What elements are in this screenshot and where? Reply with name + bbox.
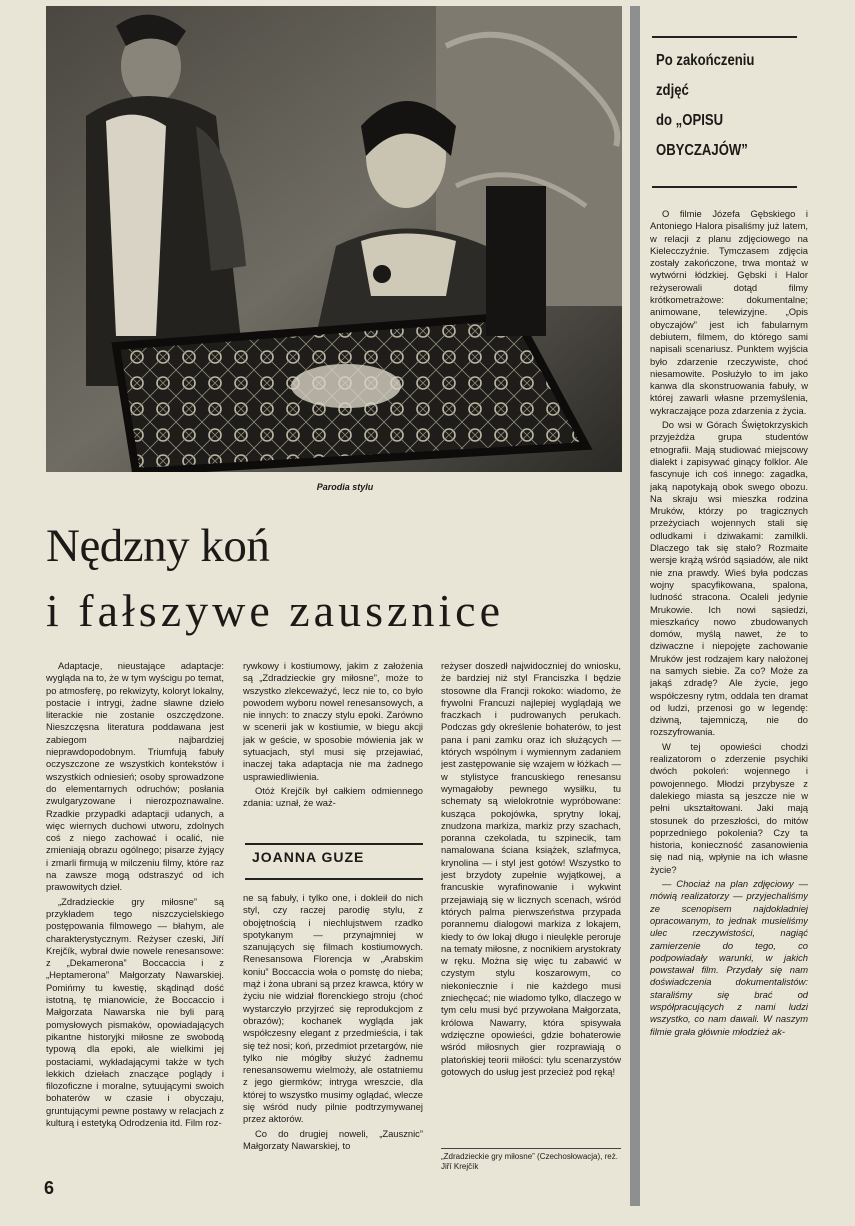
sidebar-title <box>656 46 771 166</box>
author-byline: JOANNA GUZE <box>252 849 365 865</box>
photo-caption: Parodia stylu <box>316 482 374 492</box>
article-paragraph: Co do drugiej noweli, „Zausznic” Małgorzaty Nawarskiej, to <box>243 1127 423 1151</box>
sidebar-dialog: — Chociaż na plan zdjęciowy — mówią realizatorzy — przyjechaliśmy ze scenopisem najdokładniej opracowanym, to jednak musieliśmy ulec rzeczywistości, nagiąć zamierzenie do tego, co podpowiadały warunki, w jakich powstawał film. Przydały się nam doświadczenia dokumentalistów: staraliśmy się brać od współpracujących z nami ludzi wszystko, co nam dawali. W naszym filmie grała głównie młodzież ak- <box>650 878 808 1037</box>
headline-line-1: Nędzny koń <box>46 520 270 572</box>
headline-line-2: i fałszywe zausznice <box>46 585 505 636</box>
sidebar-paragraph: W tej opowieści chodzi realizatorom o zderzenie psychiki dwóch pokoleń: wojennego i powojennego. Młodzi przybysze z dalekiego miasta są jeszcze nie w pełni ukształtowani. Jaki mają stosunek do przeszłości, do mitów poprzedniego pokolenia? Czy ta historia, konieczność zasanowienia się nad nią, wpłynie na ich własne życie? <box>650 740 808 875</box>
article-paragraph: Adaptacje, nieustające adaptacje: wygląda na to, że w tym wyścigu po temat, po atmosferę, po rekwizyty, koloryt lokalny, postacie i intrygi, żadne sławne dzieło literackie nie zostanie oszczędzone. Nieszczęsna literatura poddawana jest zabiegom najbardziej nieprawdopodobnym. Triumfują fabuły oczyszczone ze wszystkich kontekstów i wszystkich odniesień; osoby sprowadzone do elementarnych odruchów; posłania zwulgaryzowane i nierozpoznawalne. Rzadkie przypadki adaptacji udanych, a więc wiernych duchowi utworu, zdolnych coś z niego zachować i ocalić, nie zmieniają obrazu ogólnego; pisarze żyjący i zmarli firmują w milczeniu filmy, które raz na zawsze mogą odstraszyć od ich prawowitych dzieł. <box>46 660 224 893</box>
article-paragraph: Otóż Krejčík był całkiem odmiennego zdania: uznał, że waż- <box>243 784 423 809</box>
article-column-3 <box>441 660 621 1150</box>
article-column-2-top <box>243 660 423 825</box>
sidebar-title-line: Po zakończeniu <box>656 52 755 69</box>
article-column-1 <box>46 660 224 1175</box>
film-still-illustration <box>46 6 622 472</box>
column-divider <box>630 6 640 1206</box>
sidebar-title-line: zdjęć <box>656 82 689 99</box>
article-paragraph: ne są fabuły, i tylko one, i dokleił do nich styl, czy raczej parodię stylu, z obojętnością i niechlujstwem rzadko spotykanym — przynajmniej w szanujących się filmach kostiumowych. Renesansowa Florencja w „Arabskim koniu” Boccaccia woła o pomstę do nieba; mąż i żona ubrani są przez krawca, który w życiu nie widział florenckiego stroju (choć wystarczyło przyjrzeć się reprodukcjom z obrazów); kochanek wygląda jak współczesny elegant z przedmieścia, i tak się też nosi; koń, przedmiot przetargów, nie tylko nie mógłby służyć żadnemu renesansowemu wielmoży, ale ostatniemu z jego giermków; intryga wreszcie, dla której to wszystko musimy oglądać, wlecze się wśród nudy pilnie podtrzymywanej przez aktorów. <box>243 892 423 1125</box>
article-paragraph: „Zdradzieckie gry miłosne” są przykładem tego niszczycielskiego postępowania filmowego — błahym, ale charakterystycznym. Reżyser czeski, Jiří Krejčík, wybrał dwie nowele renesansowe: z „Dekamerona” Boccaccia i z „Heptamerona” Małgorzaty Nawarskiej. Pomińmy tu kwestię, skądinąd dość istotną, tę mianowicie, że Boccaccio i Małgorzata Nawarska nie byli parą pomysłowych pismaków, opowiadających pikantne historyjki miłosne ze swobodą typową dla epoki, ale wielkimi jej postaciami, wykładającymi także w tych lekkich dziełach znaczące poglądy i filozoficzne i moralne, sytuującymi swoich bohaterów w czasie i obyczaju, gruntującymi pewne postawy w relacjach z kulturą i estetyką Odrodzenia itd. Film roz- <box>46 895 224 1128</box>
article-column-2-bottom <box>243 892 423 1192</box>
article-paragraph: rywkowy i kostiumowy, jakim z założenia są „Zdradzieckie gry miłosne”, może to wszystko zlekceważyć, lecz nie to, co było powodem wyboru nowel renesansowych, a nie innych: to znaczy stylu epoki. Zarówno w scenerii jak w kostiumie, w biegu akcji jak w geście, w sposobie mówienia jak w sytuacjach, styl musi się przejawiać, inaczej taka adaptacja nie ma żadnego usprawiedliwienia. <box>243 660 423 782</box>
page-number: 6 <box>44 1178 55 1198</box>
author-rule-bottom <box>245 878 423 880</box>
sidebar-text <box>650 208 808 1208</box>
sidebar-paragraph: O filmie Józefa Gębskiego i Antoniego Halora pisaliśmy już latem, w relacji z planu zdjęciowego na Kielecczyźnie. Tymczasem zdjęcia zostały zakończone, trwa montaż w wytwórni łódzkiej. Gębski i Halor reżyserowali dotąd filmy krótkometrażowe: dokumentalne; animowane, telewizyjne. „Opis obyczajów” jest ich fabularnym debiutem, filmem, do którego sami napisali scenariusz. Punktem wyjścia było zdarzenie rzeczywiste, choć niesamowite. Posłużyło to im jako kanwa dla skonstruowania fabuły, w której zawarli własne przemyślenia, wykraczające poza zdarzenia z życia. <box>650 208 808 416</box>
author-rule-top <box>245 843 423 845</box>
sidebar-top-rule <box>652 36 797 38</box>
film-credit: „Zdradzieckie gry miłosne” (Czechosłowacja), reż. Jiří Krejčík <box>441 1152 618 1171</box>
sidebar-title-line: OBYCZAJÓW” <box>656 142 748 159</box>
credit-rule <box>441 1148 621 1149</box>
sidebar-bottom-rule <box>652 186 797 188</box>
sidebar-title-line: do „OPISU <box>656 112 724 129</box>
sidebar-paragraph: Do wsi w Górach Świętokrzyskich przyjeżdża grupa studentów etnografii. Mają studiować miejscowy dialekt i zapisywać ginący folklor. Ale fascynuje ich coś innego: zagadka, jaką napotykają obok swego obozu. Na skraju wsi mieszka rodzina Mruków, którzy po tragicznych przeżyciach wojennych stali się odludkami i dziwakami: zamilkli. Dlaczego tak się stało? Rozmaite wersje krążą wśród sąsiadów, ale nikt nie zna prawdy. Wieś była podczas wojny spacyfikowana, spalona, ludność stracona. Ocaleli jedynie Mrukowie. Ich nowi sąsiedzi, mieszkańcy nowo zbudowanych domów, myślą nawet, że to dziwaczne i niepojęte zachowanie Mruków jest rodzajem kary nałożonej na samych siebie. Za co? Może za jakąś zdradę? Ale życie, jego współczesny rytm, oddala ten dramat od ludzi, przenosi go w legendę: dziwną, tajemniczą, nie do rozszyfrowania. <box>650 419 808 738</box>
article-paragraph: reżyser doszedł najwidoczniej do wniosku, że bardziej niż styl Franciszka I będzie stosowne dla Francji rokoko: wiadomo, że frywolni Francuzi najlepiej wyglądają we fraczkach i pudrowanych perukach. Podczas gdy określenie bohaterów, to jest pana i pani zamku oraz ich służących — których wspólnym i wymiennym zadaniem jest zastępowanie się wzajem w łóżkach — w stylistyce francuskiego renesansu wymagałoby pewnego wysiłku, tu schematy są wielokrotnie wypróbowane: kusząca pokojówka, sprytny lokaj, znudzona markiza, markiz przy szachach, poranna czekolada, tu szpinecik, tam namalowana ściana książek, szlafmyca, krynolina — i styl jest gotów! Wszystko to jest brzydoty zupełnie wyjątkowej, a francuskie wyrafinowanie i wykwint przejawiają się w licznych scenach, wśród których palma pierwszeństwa przypada porannemu dialogowi markiza z lokajem, kiedy to ów lokaj długo i nieulękle peroruje na tematy miłosne, z nocnikiem arystokraty w ręku. Można się więc tu zabawić w czystym stylu koszarowym, co niekoniecznie i nie każdego musi zniechęcać; nie wiadomo tylko, dlaczego w tym celu musi być przywołana Małgorzata, królowa Nawarry, która spisywała wdzięczne opowieści, gdzie bohaterowie wśród miłosnych gier rozprawiają o platońskiej teorii miłości: tylu scenarzystów gotowych do usług jest przecież pod ręką! <box>441 660 621 1077</box>
film-still-photo <box>46 6 622 472</box>
